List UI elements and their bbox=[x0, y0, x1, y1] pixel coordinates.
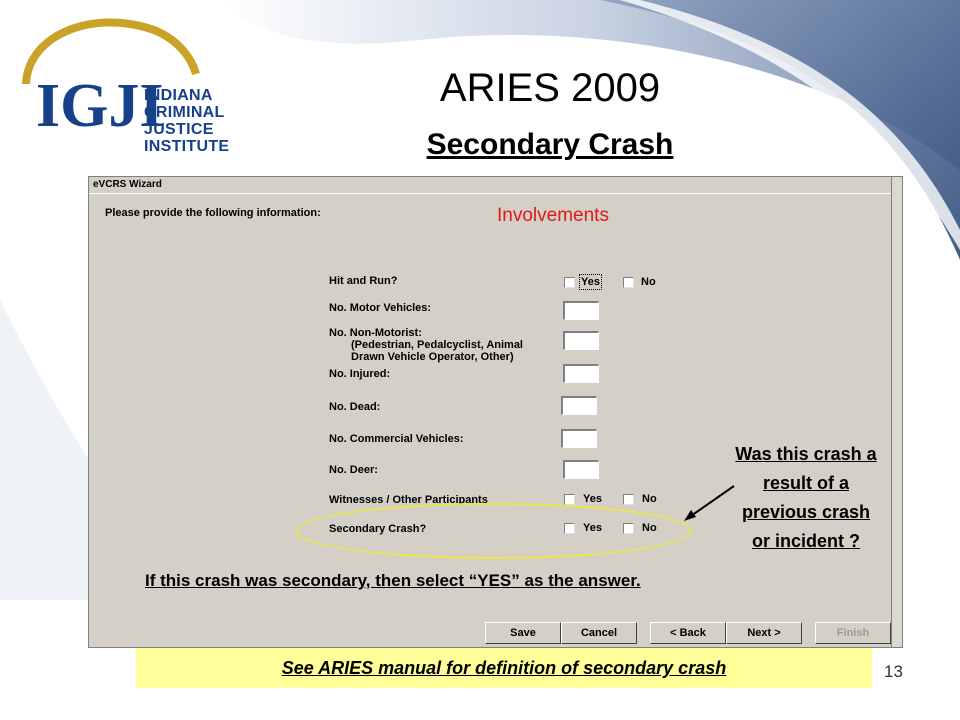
injured-label: No. Injured: bbox=[329, 368, 391, 380]
hit-and-run-yes-label[interactable]: Yes bbox=[581, 276, 600, 288]
secondary-crash-highlight bbox=[296, 503, 692, 559]
logo-letters: IGJI bbox=[36, 72, 164, 140]
next-button[interactable]: Next > bbox=[726, 622, 802, 644]
deer-label: No. Deer: bbox=[329, 464, 378, 476]
save-button[interactable]: Save bbox=[485, 622, 561, 644]
back-button[interactable]: < Back bbox=[650, 622, 726, 644]
deer-input[interactable] bbox=[563, 460, 599, 479]
hit-and-run-no-checkbox[interactable] bbox=[623, 277, 634, 288]
injured-input[interactable] bbox=[563, 364, 599, 383]
footer-note: See ARIES manual for definition of secondary crash bbox=[136, 648, 872, 688]
slide-title: ARIES 2009 bbox=[439, 66, 661, 110]
non-motorist-label: No. Non-Motorist: (Pedestrian, Pedalcyclist, Animal Drawn Vehicle Operator, Other) bbox=[329, 327, 523, 363]
finish-button[interactable]: Finish bbox=[815, 622, 891, 644]
commercial-vehicles-input[interactable] bbox=[561, 429, 597, 448]
instruction-text: If this crash was secondary, then select “YES” as the answer. bbox=[145, 571, 641, 590]
witnesses-yes-label[interactable]: Yes bbox=[583, 493, 602, 505]
section-heading: Involvements bbox=[497, 205, 609, 226]
secondary-crash-no-label[interactable]: No bbox=[642, 522, 657, 534]
logo-wordmark: INDIANA CRIMINAL JUSTICE INSTITUTE bbox=[144, 87, 230, 155]
secondary-crash-label: Secondary Crash? bbox=[329, 523, 427, 535]
non-motorist-input[interactable] bbox=[563, 331, 599, 350]
hit-and-run-label: Hit and Run? bbox=[329, 275, 398, 287]
callout-text: Was this crash a result of a previous crash or incident ? bbox=[735, 444, 877, 551]
evcrs-wizard-window bbox=[88, 176, 903, 648]
wizard-prompt: Please provide the following information: bbox=[105, 207, 321, 219]
window-title: eVCRS Wizard bbox=[89, 177, 902, 194]
commercial-vehicles-label: No. Commercial Vehicles: bbox=[329, 433, 464, 445]
hit-and-run-yes-checkbox[interactable] bbox=[564, 277, 575, 288]
motor-vehicles-input[interactable] bbox=[563, 301, 599, 320]
secondary-crash-yes-label[interactable]: Yes bbox=[583, 522, 602, 534]
igji-logo bbox=[14, 14, 230, 164]
witnesses-label: Witnesses / Other Participants bbox=[329, 494, 488, 506]
page-number: 13 bbox=[884, 662, 903, 681]
witnesses-no-checkbox[interactable] bbox=[623, 494, 634, 505]
motor-vehicles-label: No. Motor Vehicles: bbox=[329, 302, 432, 314]
witnesses-yes-checkbox[interactable] bbox=[564, 494, 575, 505]
slide-subtitle: Secondary Crash bbox=[426, 128, 674, 161]
hit-and-run-no-label[interactable]: No bbox=[641, 276, 656, 288]
witnesses-no-label[interactable]: No bbox=[642, 493, 657, 505]
dead-label: No. Dead: bbox=[329, 401, 381, 413]
dead-input[interactable] bbox=[561, 396, 597, 415]
window-edge bbox=[891, 177, 902, 647]
cancel-button[interactable]: Cancel bbox=[561, 622, 637, 644]
